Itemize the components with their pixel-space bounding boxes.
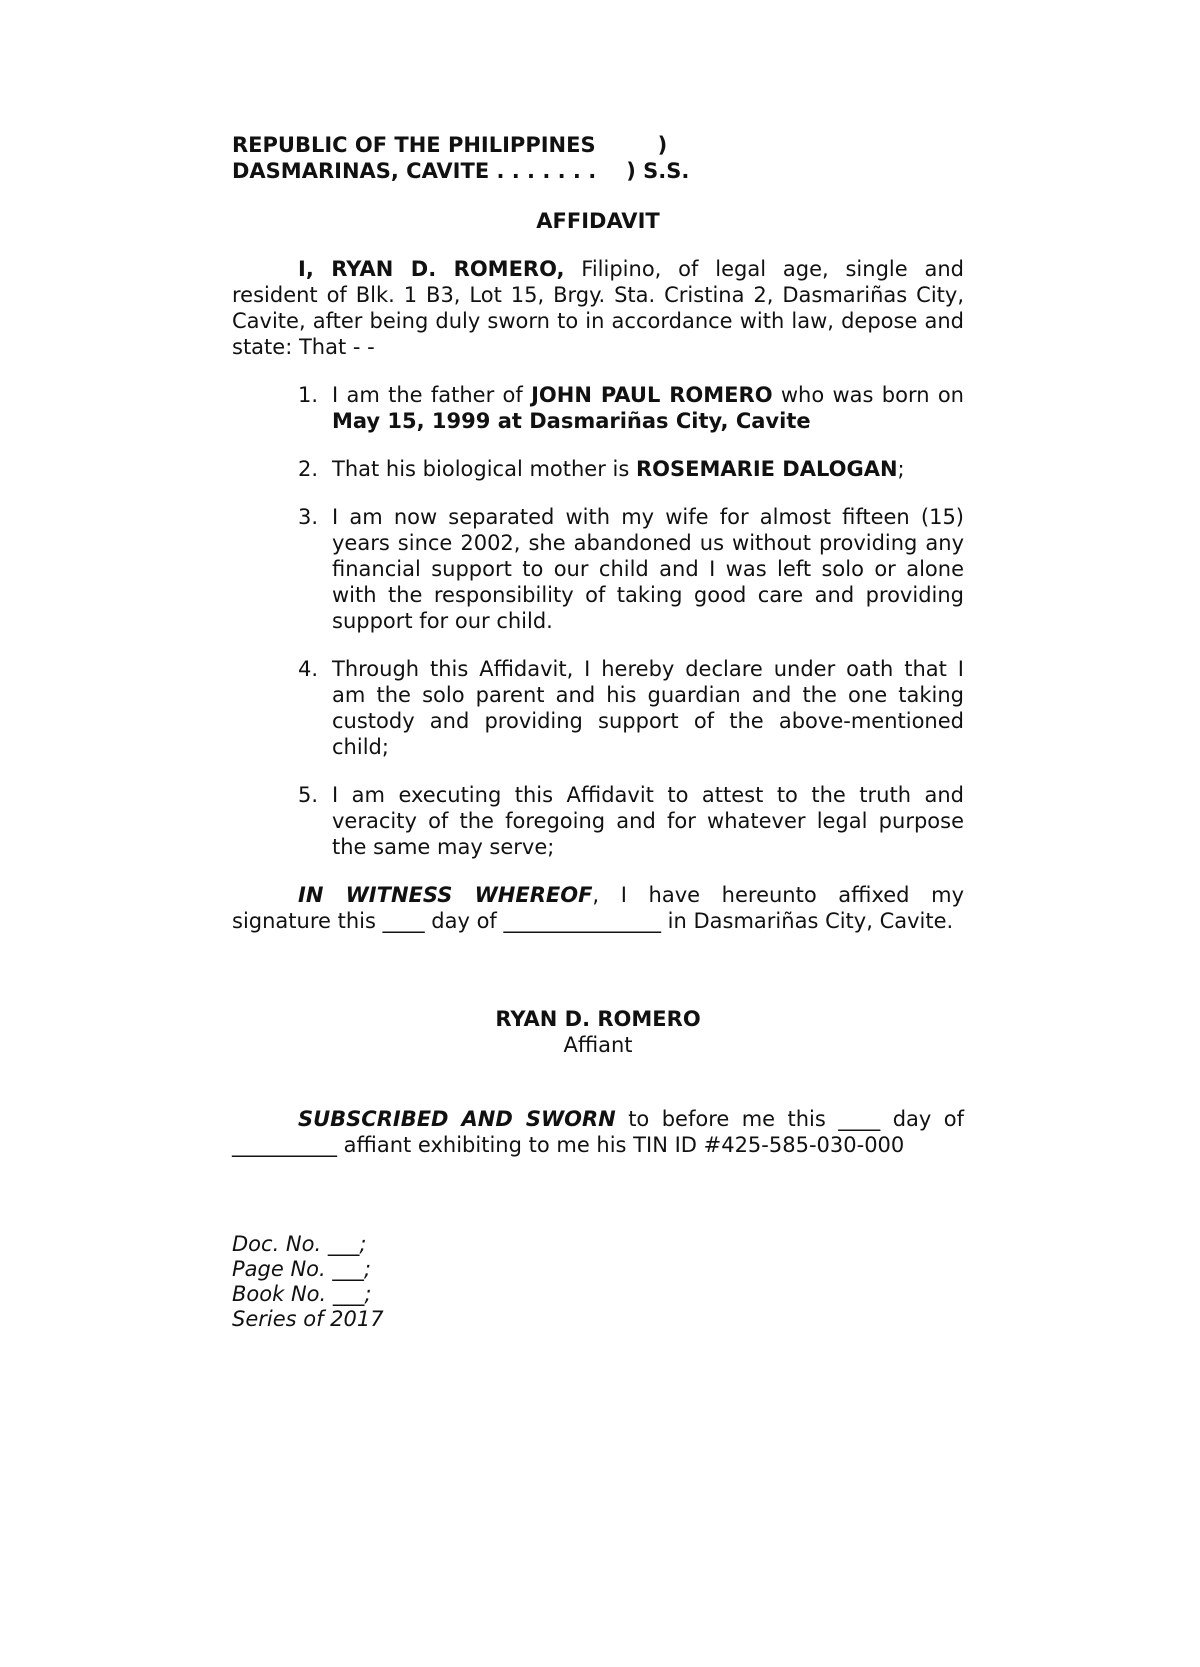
birth-details: May 15, 1999 at Dasmariñas City, Cavite (332, 409, 811, 433)
page-number: Page No. ___; (232, 1257, 371, 1281)
intro-text: Filipino, of legal age, single and resident of Blk. 1 B3, Lot 15, Brgy. Sta. Cristina 2, Dasmariñas City, Cavite, after being duly sworn to in accordance with law, depose and state: That - - (232, 257, 964, 359)
jurat-paragraph (232, 1106, 964, 1158)
item-number: 5. (298, 783, 319, 807)
caption-ss: ) S.S. (626, 159, 690, 183)
jurat-text: day of (880, 1107, 964, 1131)
witness-paragraph (232, 882, 964, 934)
statement-list (232, 382, 964, 860)
mother-name: ROSEMARIE DALOGAN (636, 457, 898, 481)
notary-register (232, 1232, 964, 1332)
signature-block (232, 1006, 964, 1058)
series-year: Series of 2017 (232, 1307, 384, 1331)
item-text: I am now separated with my wife for almost fifteen (15) years since 2002, she abandoned us without providing any financial support to our child and I was left solo or alone with the responsibility of taking good care and providing support for our child. (332, 505, 964, 633)
item-number: 4. (298, 657, 319, 681)
witness-lead: IN WITNESS WHEREOF (298, 883, 593, 907)
jurat-month-blank: __________ (232, 1133, 337, 1157)
item-number: 3. (298, 505, 319, 529)
month-blank: _______________ (503, 909, 661, 933)
item-text: I am executing this Affidavit to attest to the truth and veracity of the foregoing and for whatever legal purpose the same may serve; (332, 783, 964, 859)
item-text: I am the father of (332, 383, 532, 407)
item-number: 2. (298, 457, 319, 481)
caption-venue: DASMARINAS, CAVITE . . . . . . . (232, 159, 597, 183)
caption-republic: REPUBLIC OF THE PHILIPPINES (232, 133, 596, 157)
caption-bracket-1: ) (657, 133, 668, 157)
jurat-text: affiant exhibiting to me his TIN ID #425-585-030-000 (337, 1133, 905, 1157)
list-item (232, 456, 964, 482)
caption-line-1 (232, 132, 964, 158)
witness-text: in Dasmariñas City, Cavite. (661, 909, 954, 933)
list-item (232, 656, 964, 760)
item-text: That his biological mother is (332, 457, 636, 481)
item-text: ; (897, 457, 905, 481)
witness-text: , I have hereunto affixed my signature this (232, 883, 965, 933)
list-item (232, 382, 964, 434)
affidavit-page (232, 132, 964, 1332)
affiant-signature-name: RYAN D. ROMERO (495, 1007, 701, 1031)
witness-text: day of (424, 909, 504, 933)
item-number: 1. (298, 383, 319, 407)
item-text: who was born on (772, 383, 964, 407)
doc-number: Doc. No. ___; (232, 1232, 367, 1256)
intro-paragraph (232, 256, 964, 360)
caption-line-2 (232, 158, 964, 184)
jurat-text: to before me this (615, 1107, 839, 1131)
list-item (232, 782, 964, 860)
jurat-day-blank: ____ (838, 1107, 881, 1131)
list-item (232, 504, 964, 634)
item-text: Through this Affidavit, I hereby declare under oath that I am the solo parent and his guardian and the one taking custody and providing support of the above-mentioned child; (332, 657, 964, 759)
document-title: AFFIDAVIT (536, 209, 660, 233)
affiant-role: Affiant (563, 1033, 633, 1057)
child-name: JOHN PAUL ROMERO (531, 383, 773, 407)
jurat-lead: SUBSCRIBED AND SWORN (298, 1107, 616, 1131)
book-number: Book No. ___; (232, 1282, 372, 1306)
affiant-name-intro: I, RYAN D. ROMERO, (298, 257, 565, 281)
day-blank: ____ (382, 909, 425, 933)
